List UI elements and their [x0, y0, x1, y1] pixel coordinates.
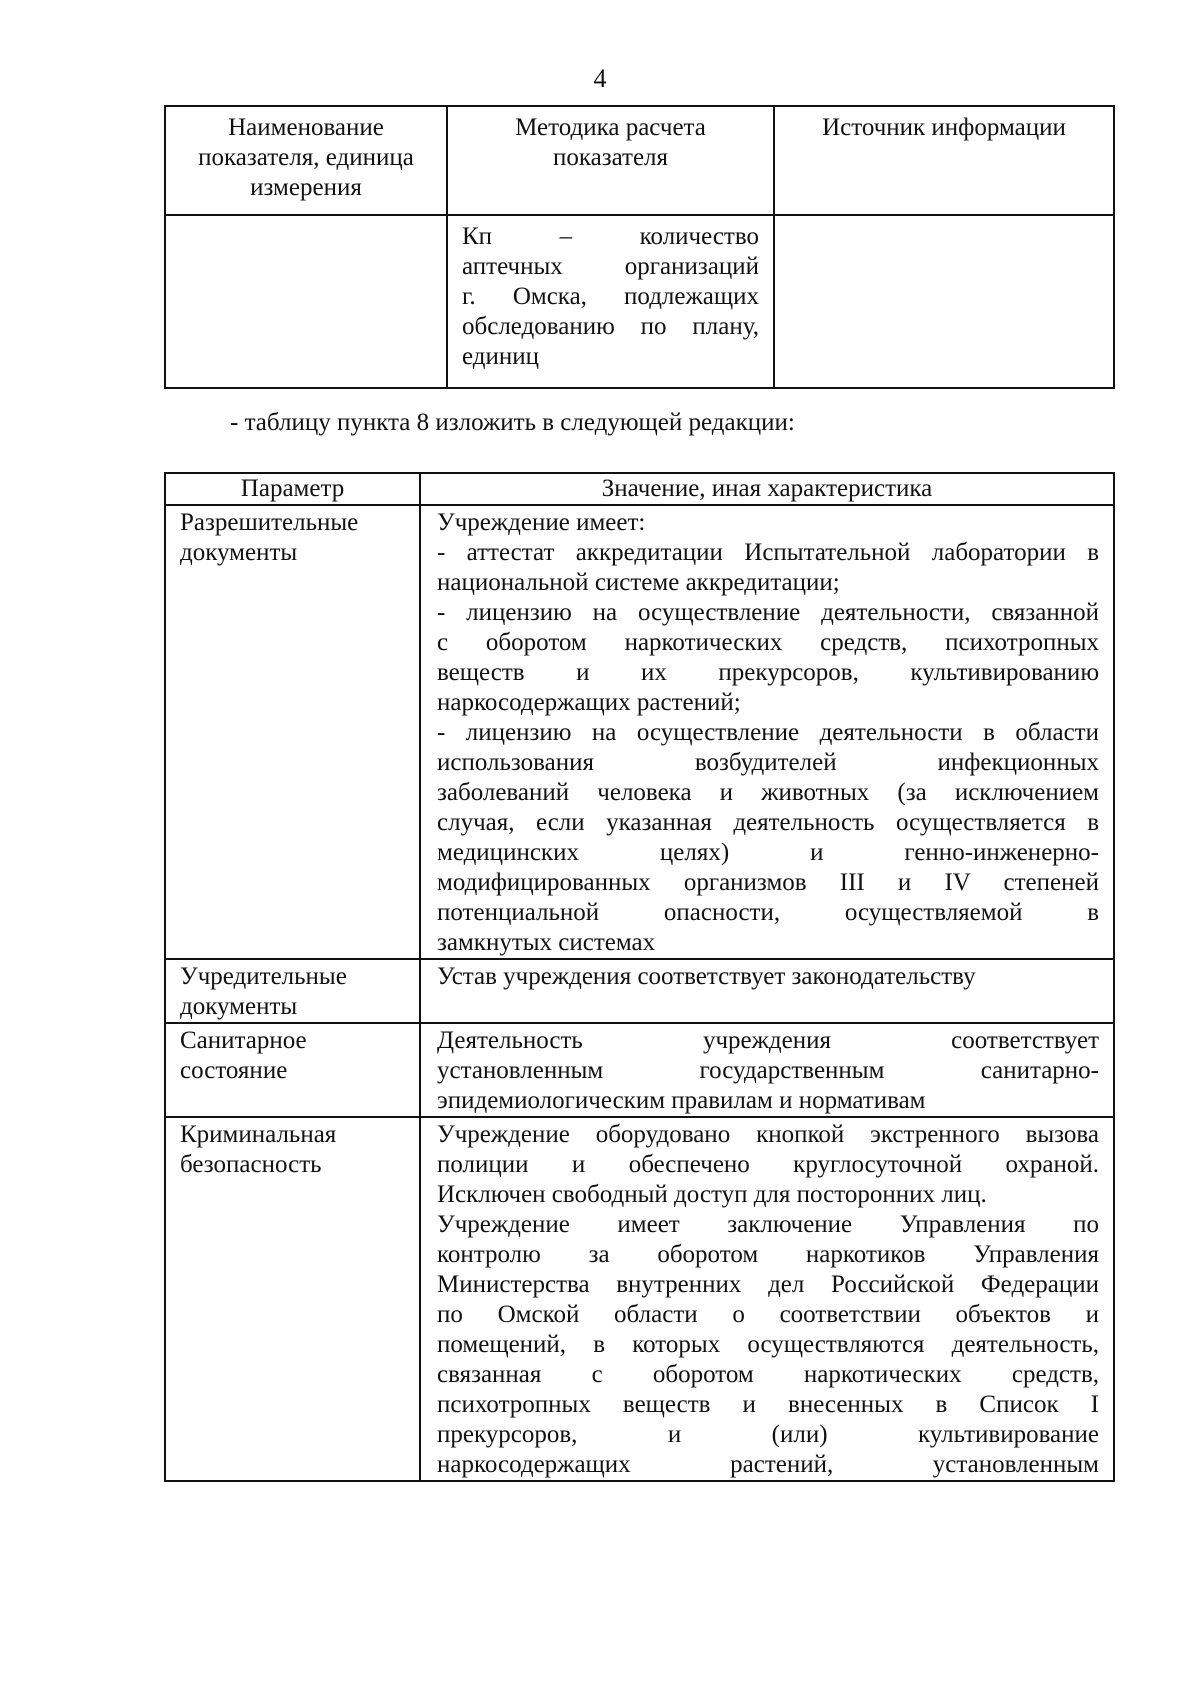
param-line: состояние [180, 1057, 288, 1084]
table-row [165, 505, 1114, 959]
param-line: безопасность [180, 1151, 322, 1178]
information-source-cell [774, 215, 1114, 388]
param-line: Разрешительные [180, 509, 359, 536]
table-row [165, 1117, 1114, 1481]
value-line: эпидемиологическим правилам и нормативам [437, 1087, 926, 1114]
value-line: - аттестат аккредитации Испытательной лаборатории в [437, 539, 1099, 566]
parameters-table-header-row [165, 473, 1114, 505]
indicator-table [164, 105, 1115, 389]
value-line: модифицированных организмов III и IV степеней [437, 869, 1099, 896]
value-line: полиции и обеспечено круглосуточной охраной. [437, 1151, 1099, 1178]
value-line: Исключен свободный доступ для посторонних лиц. [437, 1181, 987, 1208]
method-line: аптечных организаций [462, 253, 759, 280]
value-line: медицинских целях) и генно-инженерно- [437, 839, 1099, 866]
indicator-table-header-row [165, 106, 1114, 215]
value-line: национальной системе аккредитации; [437, 569, 840, 596]
param-cell [165, 959, 420, 1023]
calculation-method-cell [447, 215, 774, 388]
value-cell [420, 959, 1114, 1023]
header-line: показателя [552, 144, 669, 171]
header-value: Значение, иная характеристика [420, 473, 1114, 505]
header-parameter: Параметр [165, 473, 420, 505]
table-row [165, 1023, 1114, 1117]
instruction-text: - таблицу пункта 8 изложить в следующей редакции: [230, 409, 795, 436]
table-row [165, 215, 1114, 388]
value-line: с оборотом наркотических средств, психотропных [437, 629, 1099, 656]
param-line: документы [180, 539, 298, 566]
page-number: 4 [593, 64, 607, 93]
value-line: психотропных веществ и внесенных в Список I [437, 1391, 1099, 1418]
value-line: помещений, в которых осуществляются деятельность, [437, 1331, 1099, 1358]
table-row [165, 959, 1114, 1023]
header-line: Наименование [228, 114, 384, 141]
value-line: Устав учреждения соответствует законодательству [437, 963, 976, 990]
header-information-source [774, 106, 1114, 215]
value-line: установленным государственным санитарно- [437, 1057, 1099, 1084]
value-line: использования возбудителей инфекционных [437, 749, 1099, 776]
value-line: потенциальной опасности, осуществляемой в [437, 899, 1099, 926]
value-line: прекурсоров, и (или) культивирование [437, 1421, 1099, 1448]
value-line: наркосодержащих растений, установленным [437, 1451, 1099, 1478]
value-line: - лицензию на осуществление деятельности в области [437, 719, 1099, 746]
value-line: Учреждение имеет: [437, 509, 646, 536]
value-line: случая, если указанная деятельность осуществляется в [437, 809, 1099, 836]
value-line: Учреждение оборудовано кнопкой экстренного вызова [437, 1121, 1099, 1148]
value-line: Деятельность учреждения соответствует [437, 1027, 1099, 1054]
value-cell [420, 505, 1114, 959]
method-line: Кп – количество [462, 223, 759, 250]
method-line: единиц [462, 343, 540, 370]
value-cell [420, 1117, 1114, 1481]
value-line: связанная с оборотом наркотических средств, [437, 1361, 1099, 1388]
method-line: г. Омска, подлежащих [462, 283, 759, 310]
header-line: измерения [250, 174, 362, 201]
param-line: документы [180, 993, 298, 1020]
value-line: Учреждение имеет заключение Управления по [437, 1211, 1099, 1238]
value-line: заболеваний человека и животных (за исключением [437, 779, 1099, 806]
value-line: Министерства внутренних дел Российской Федерации [437, 1271, 1099, 1298]
param-line: Учредительные [180, 963, 347, 990]
value-line: по Омской области о соответствии объектов и [437, 1301, 1099, 1328]
header-line: Источник информации [822, 114, 1066, 141]
param-line: Санитарное [180, 1027, 307, 1054]
value-line: наркосодержащих растений; [437, 689, 741, 716]
value-cell [420, 1023, 1114, 1117]
method-line: обследованию по плану, [462, 313, 759, 340]
indicator-name-cell [165, 215, 447, 388]
header-calculation-method [447, 106, 774, 215]
param-cell [165, 1117, 420, 1481]
value-line: - лицензию на осуществление деятельности, связанной [437, 599, 1099, 626]
param-cell [165, 505, 420, 959]
param-cell [165, 1023, 420, 1117]
parameters-table [164, 472, 1115, 1482]
header-line: показателя, единица [198, 144, 414, 171]
header-line: Методика расчета [515, 114, 706, 141]
value-line: веществ и их прекурсоров, культивированию [437, 659, 1099, 686]
param-line: Криминальная [180, 1121, 337, 1148]
value-line: замкнутых системах [437, 929, 656, 956]
value-line: контролю за оборотом наркотиков Управления [437, 1241, 1099, 1268]
header-indicator-name [165, 106, 447, 215]
